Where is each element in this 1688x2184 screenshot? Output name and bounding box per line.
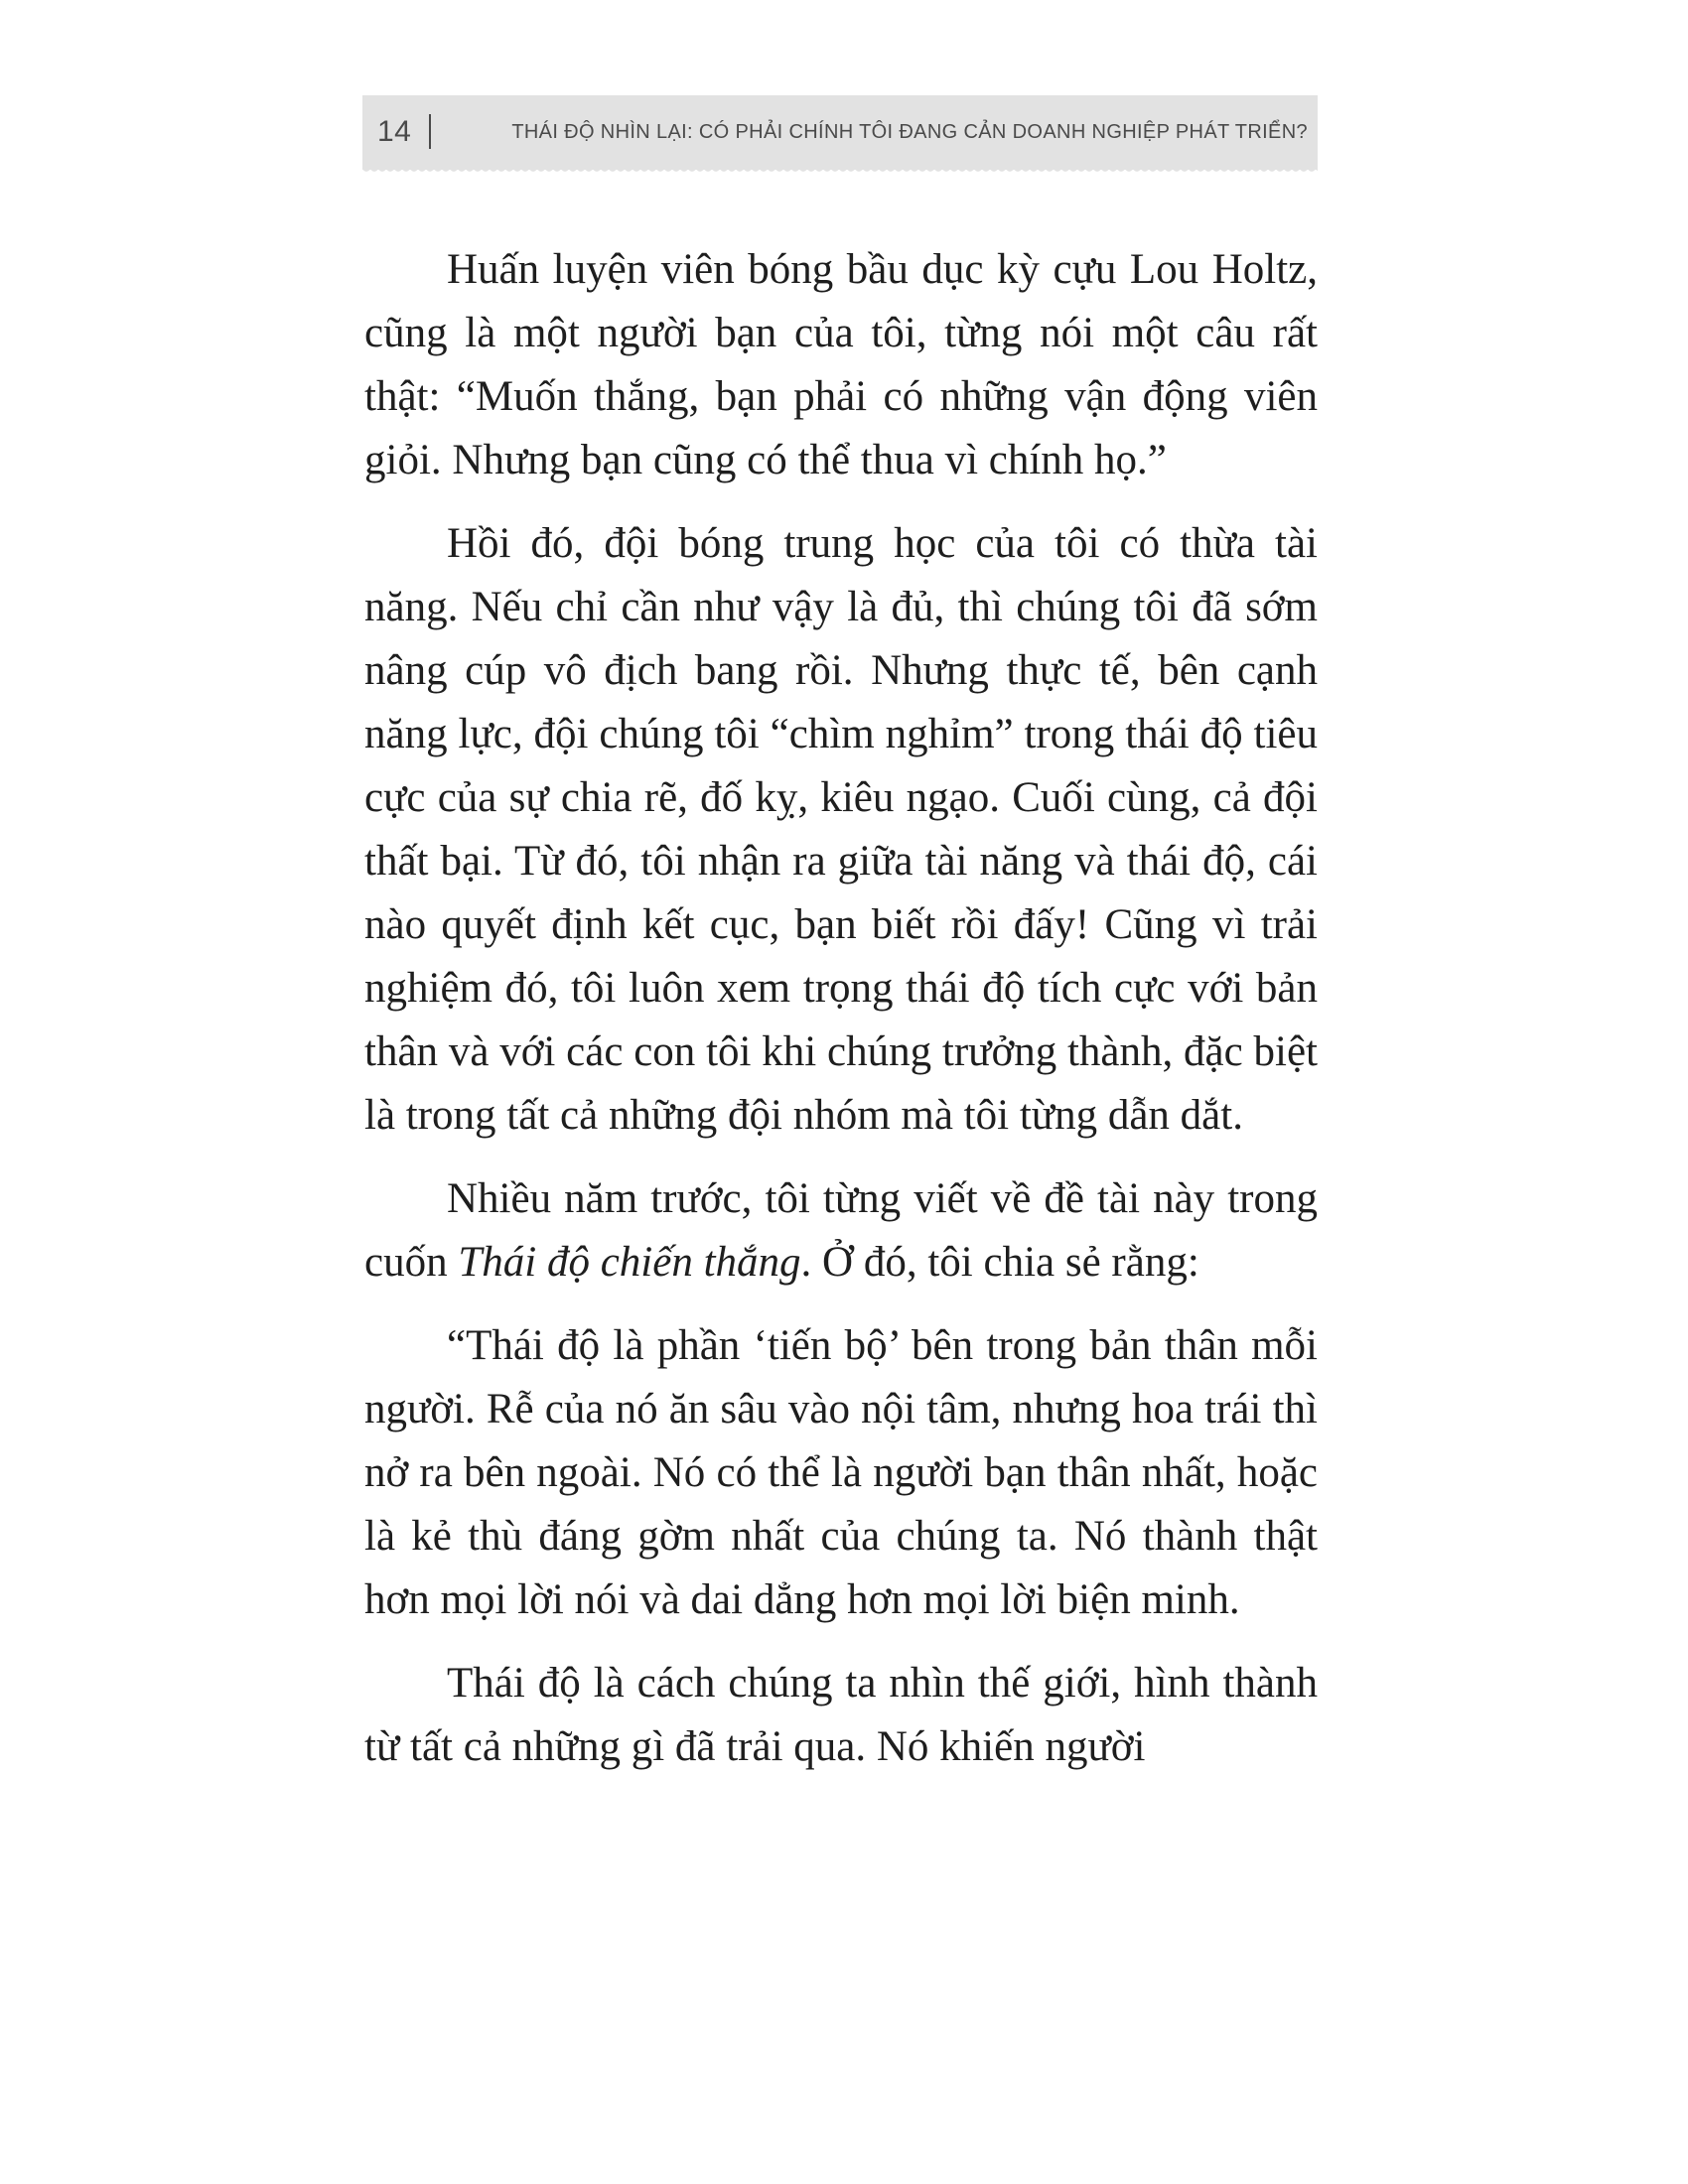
header-divider — [429, 114, 431, 149]
body-text — [364, 238, 1318, 1779]
running-header — [362, 95, 1318, 170]
book-reference-tail: . Ở đó, tôi chia sẻ rằng: — [800, 1239, 1199, 1286]
running-title: THÁI ĐỘ NHÌN LẠI: CÓ PHẢI CHÍNH TÔI ĐANG CẢN DOANH NGHIỆP PHÁT TRIỂN? — [511, 121, 1308, 143]
paragraph-high-school-team: Hồi đó, đội bóng trung học của tôi có thừa tài năng. Nếu chỉ cần như vậy là đủ, thì chúng tôi đã sớm nâng cúp vô địch bang rồi. Nhưng thực tế, bên cạnh năng lực, đội chúng tôi “chìm nghỉm” trong thái độ tiêu cực của sự chia rẽ, đố kỵ, kiêu ngạo. Cuối cùng, cả đội thất bại. Từ đó, tôi nhận ra giữa tài năng và thái độ, cái nào quyết định kết cục, bạn biết rồi đấy! Cũng vì trải nghiệm đó, tôi luôn xem trọng thái độ tích cực với bản thân và với các con tôi khi chúng trưởng thành, đặc biệt là trong tất cả những đội nhóm mà tôi từng dẫn dắt. — [364, 520, 1318, 1139]
book-title: Thái độ chiến thắng — [458, 1239, 801, 1286]
page-number: 14 — [377, 115, 412, 148]
paragraph-attitude-worldview: Thái độ là cách chúng ta nhìn thế giới, hình thành từ tất cả những gì đã trải qua. Nó khiến người — [364, 1660, 1318, 1770]
paragraph-attitude-quote: “Thái độ là phần ‘tiến bộ’ bên trong bản thân mỗi người. Rễ của nó ăn sâu vào nội tâm, nhưng hoa trái thì nở ra bên ngoài. Nó có thể là người bạn thân nhất, hoặc là kẻ thù đáng gờm nhất của chúng ta. Nó thành thật hơn mọi lời nói và dai dẳng hơn mọi lời biện minh. — [364, 1322, 1318, 1623]
paragraph-lou-holtz-quote: Huấn luyện viên bóng bầu dục kỳ cựu Lou Holtz, cũng là một người bạn của tôi, từng nói một câu rất thật: “Muốn thắng, bạn phải có những vận động viên giỏi. Nhưng bạn cũng có thể thua vì chính họ.” — [364, 246, 1318, 483]
book-reference-lead: Nhiều năm trước, tôi từng viết về đề tài này trong cuốn — [364, 1175, 1318, 1286]
paragraph-book-reference — [364, 1167, 1318, 1295]
